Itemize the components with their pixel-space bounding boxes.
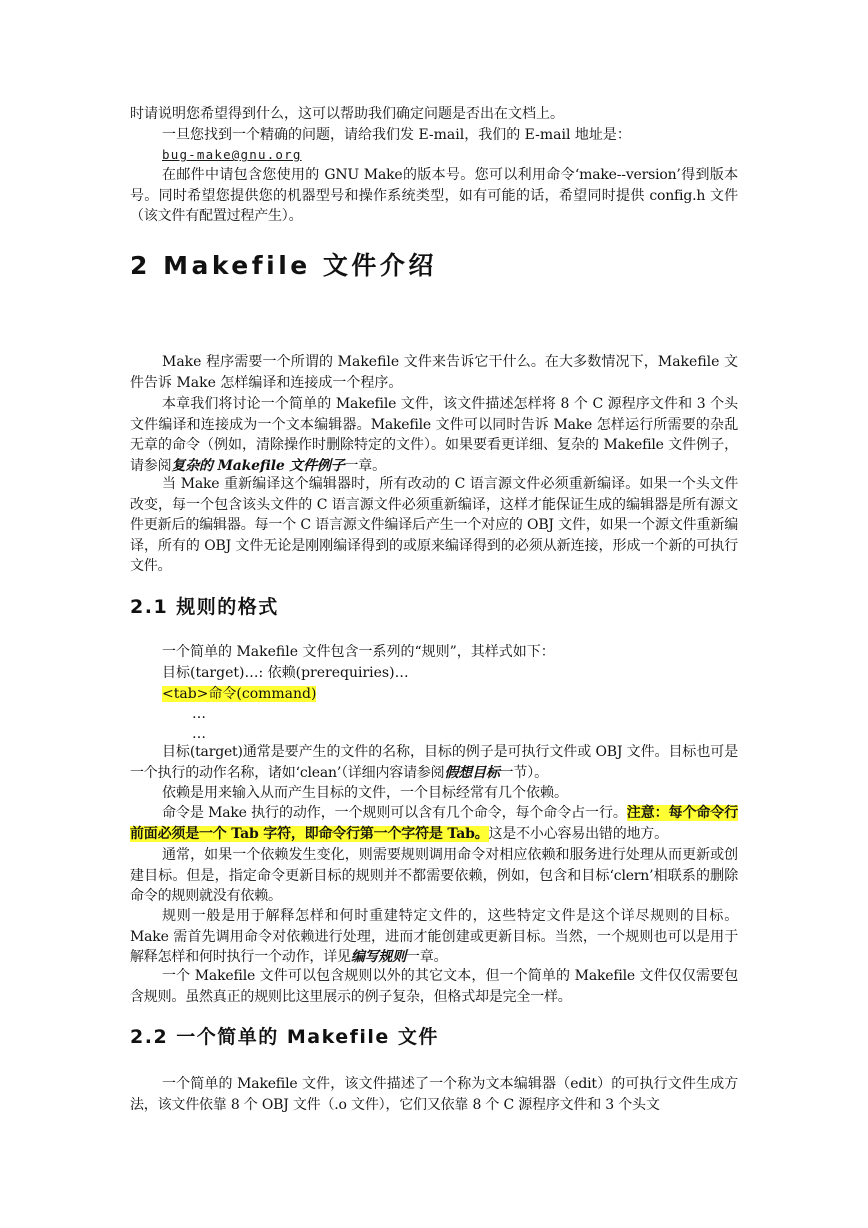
paragraph-rule-purpose [130,906,738,968]
paragraph-simple-makefile: 一个简单的 Makefile 文件，该文件描述了一个称为文本编辑器（edit）的可执行文件生成方法，该文件依靠 8 个 OBJ 文件（.o 文件），它们又依靠 8 个 C 源程序文件和 3 个头文 [130,1076,738,1113]
paragraph-usually: 通常，如果一个依赖发生变化，则需要规则调用命令对相应依赖和服务进行处理从而更新或创建目标。但是，指定命令更新目标的规则并不都需要依赖，例如，包含和目标‘clern’相联系的删除命令的规则就没有依赖。 [130,847,738,905]
email-link[interactable]: bug-make@gnu.org [162,147,302,162]
paragraph-command [130,803,738,844]
text-segment: 命令是 Make 执行的动作，一个规则可以含有几个命令，每个命令占一行。 [162,805,627,821]
paragraph-target-explained [130,742,738,783]
text-segment: 一章。 [406,949,448,966]
text-segment: 目标(target)通常是要产生的文件的名称，目标的例子是可执行文件或 OBJ 文件。目标也可是一个执行的动作名称，诸如‘clean’（详细内容请参阅 [130,744,738,781]
paragraph-version-info: 在邮件中请包含您使用的 GNU Make的版本号。您可以利用命令‘make--version’得到版本号。同时希望您提供您的机器型号和操作系统类型，如有可能的话，希望同时提供 config.h 文件（该文件有配置过程产生）。 [130,167,738,225]
link-writing-rules[interactable]: 编写规则 [350,949,407,966]
paragraph-recompile: 当 Make 重新编译这个编辑器时，所有改动的 C 语言源文件必须重新编译。如果一个头文件改变，每一个包含该头文件的 C 语言源文件必须重新编译，这样才能保证生成的编辑器是所有源文件更新后的编辑器。每一个 C 语言源文件编译后产生一个对应的 OBJ 文件，如果一个源文件重新编译，所有的 OBJ 文件无论是刚刚编译得到的或原来编译得到的必须从新连接，形成一个新的可执行文件。 [130,476,738,575]
highlight-note-tab: 注意：每个命令行前面必须是一个 Tab 字符，即命令行第一个字符是 Tab。 [130,805,738,842]
chapter-heading: 2 Makefile 文件介绍 [130,251,437,280]
link-complex-makefile-example[interactable]: 复杂的 Makefile 文件例子 [171,457,345,474]
code-ellipsis: … [192,706,206,722]
paragraph-continuation: 时请说明您希望得到什么，这可以帮助我们确定问题是否出在文档上。 [130,106,564,122]
text-segment: 一章。 [344,457,386,474]
paragraph-make-intro: Make 程序需要一个所谓的 Makefile 文件来告诉它干什么。在大多数情况下，Makefile 文件告诉 Make 怎样编译和连接成一个程序。 [130,354,738,391]
paragraph-dependency: 依赖是用来输入从而产生目标的文件，一个目标经常有几个依赖。 [162,785,568,801]
text-segment: 一节）。 [499,764,548,781]
paragraph-report-intro: 一旦您找到一个精确的问题，请给我们发 E-mail，我们的 E-mail 地址是： [162,127,631,143]
link-phony-target[interactable]: 假想目标 [444,764,500,781]
code-ellipsis: … [192,726,206,742]
code-rule-target: 目标(target)…: 依赖(prerequiries)… [162,665,409,681]
paragraph-rule-intro: 一个简单的 Makefile 文件包含一系列的“规则”，其样式如下： [162,644,555,660]
text-segment: 这是不小心容易出错的地方。 [488,825,668,842]
code-rule-command: <tab>命令(command) [162,686,317,702]
section-heading-rules-format: 2.1 规则的格式 [130,596,279,618]
section-heading-simple-makefile: 2.2 一个简单的 Makefile 文件 [130,1026,439,1048]
text-segment: 本章我们将讨论一个简单的 Makefile 文件，该文件描述怎样将 8 个 C 源程序文件和 3 个头文件编译和连接成为一个文本编辑器。Makefile 文件可以同时告诉 Make 怎样运行所需要的杂乱无章的命令（例如，清除操作时删除特定的文件）。如果要看更详细、复杂的 Makefile 文件例子，请参阅 [130,396,738,474]
paragraph-other-text: 一个 Makefile 文件可以包含规则以外的其它文本，但一个简单的 Makefile 文件仅仅需要包含规则。虽然真正的规则比这里展示的例子复杂，但格式却是完全一样。 [130,968,738,1005]
text-segment: 规则一般是用于解释怎样和何时重建特定文件的，这些特定文件是这个详尽规则的目标。Make 需首先调用命令对依赖进行处理，进而才能创建或更新目标。当然，一个规则也可以是用于解释怎样和何时执行一个动作，详见 [130,908,738,966]
paragraph-chapter-overview [130,394,738,476]
